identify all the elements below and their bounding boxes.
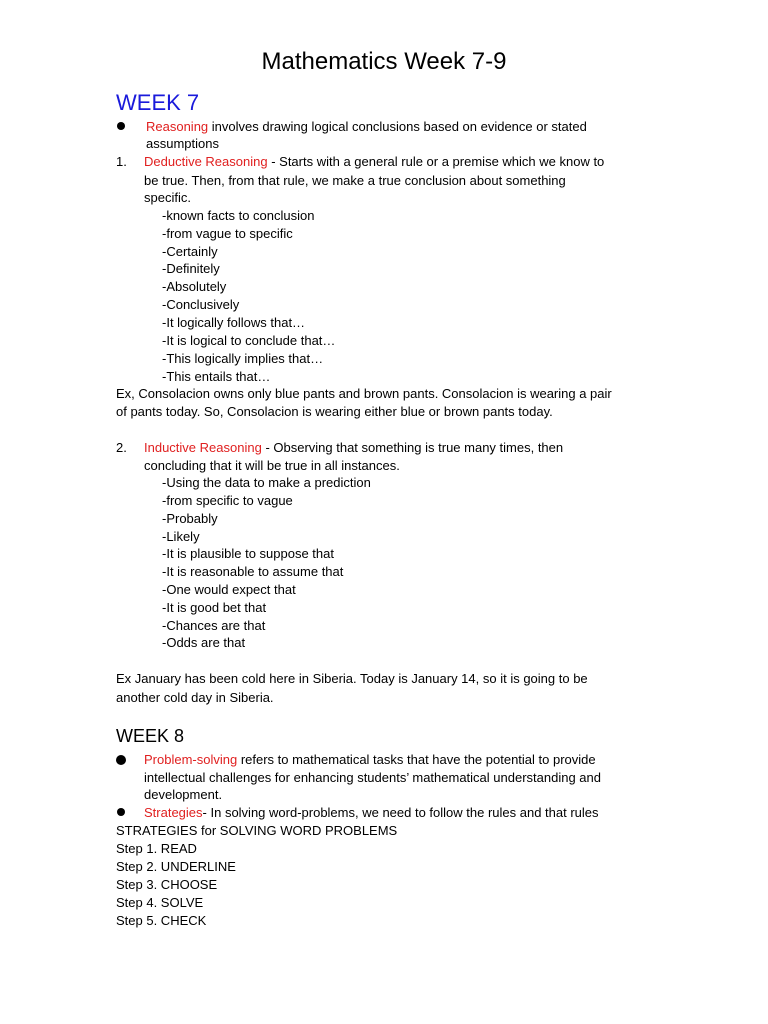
inductive-term: Inductive Reasoning (144, 440, 262, 455)
inductive-example-line1: Ex January has been cold here in Siberia. Today is January 14, so it is going to be (116, 671, 588, 686)
deductive-text-line2: be true. Then, from that rule, we make a true conclusion about something (144, 173, 566, 188)
step-item: Step 2. UNDERLINE (116, 859, 236, 874)
deductive-keyword: -This entails that… (162, 369, 271, 384)
reasoning-text: involves drawing logical conclusions based on evidence or stated (211, 119, 587, 134)
problem-solving-text-line3: development. (144, 787, 223, 802)
inductive-keyword: -Probably (162, 511, 218, 526)
deductive-keyword: -It logically follows that… (162, 315, 306, 330)
deductive-keyword: -It is logical to conclude that… (162, 333, 336, 348)
week8-heading: WEEK 8 (116, 726, 185, 746)
inductive-text-line2: concluding that it will be true in all instances. (144, 458, 400, 473)
step-item: Step 4. SOLVE (116, 895, 204, 910)
deductive-keyword: -Certainly (162, 244, 218, 259)
deductive-text-line3: specific. (144, 190, 191, 205)
deductive-term: Deductive Reasoning (144, 154, 268, 169)
deductive-keyword: -Conclusively (162, 297, 240, 312)
bullet-icon (117, 808, 125, 816)
inductive-keyword: -Odds are that (162, 635, 246, 650)
deductive-keyword: -Absolutely (162, 279, 227, 294)
strategies-definition (144, 804, 599, 821)
deductive-example-line1: Ex, Consolacion owns only blue pants and brown pants. Consolacion is wearing a pair (116, 386, 612, 401)
deductive-keyword: -Definitely (162, 261, 220, 276)
deductive-keyword: -from vague to specific (162, 226, 293, 241)
deductive-definition (144, 153, 604, 170)
week7-heading: WEEK 7 (116, 90, 200, 115)
inductive-example-line2: another cold day in Siberia. (116, 690, 274, 705)
inductive-keyword: -One would expect that (162, 582, 296, 597)
step-item: Step 5. CHECK (116, 913, 207, 928)
deductive-number: 1. (116, 154, 127, 169)
inductive-text: - Observing that something is true many times, then (265, 440, 564, 455)
reasoning-term: Reasoning (146, 119, 209, 134)
reasoning-text-continued: assumptions (146, 136, 219, 151)
inductive-definition (144, 439, 563, 456)
bullet-icon (117, 122, 125, 130)
deductive-keyword: -This logically implies that… (162, 351, 324, 366)
inductive-keyword: -Likely (162, 529, 200, 544)
steps-heading: STRATEGIES for SOLVING WORD PROBLEMS (116, 823, 398, 838)
problem-solving-definition (144, 751, 596, 768)
inductive-keyword: -It is good bet that (162, 600, 267, 615)
step-item: Step 3. CHOOSE (116, 877, 218, 892)
inductive-keyword: -It is reasonable to assume that (162, 564, 344, 579)
inductive-keyword: -from specific to vague (162, 493, 293, 508)
inductive-keyword: -Using the data to make a prediction (162, 475, 371, 490)
step-item: Step 1. READ (116, 841, 197, 856)
deductive-example-line2: of pants today. So, Consolacion is wearing either blue or brown pants today. (116, 404, 553, 419)
inductive-number: 2. (116, 440, 127, 455)
strategies-text: - In solving word-problems, we need to follow the rules and that rules (202, 805, 599, 820)
page-title: Mathematics Week 7-9 (261, 48, 507, 75)
deductive-keyword: -known facts to conclusion (162, 208, 315, 223)
inductive-keyword: -It is plausible to suppose that (162, 546, 334, 561)
problem-solving-text: refers to mathematical tasks that have the potential to provide (240, 752, 596, 767)
reasoning-definition (146, 118, 587, 135)
bullet-icon (116, 755, 126, 765)
problem-solving-text-line2: intellectual challenges for enhancing students’ mathematical understanding and (144, 770, 601, 785)
strategies-term: Strategies (144, 805, 203, 820)
problem-solving-term: Problem-solving (144, 752, 238, 767)
inductive-keyword: -Chances are that (162, 618, 266, 633)
deductive-text: - Starts with a general rule or a premise which we know to (271, 154, 605, 169)
